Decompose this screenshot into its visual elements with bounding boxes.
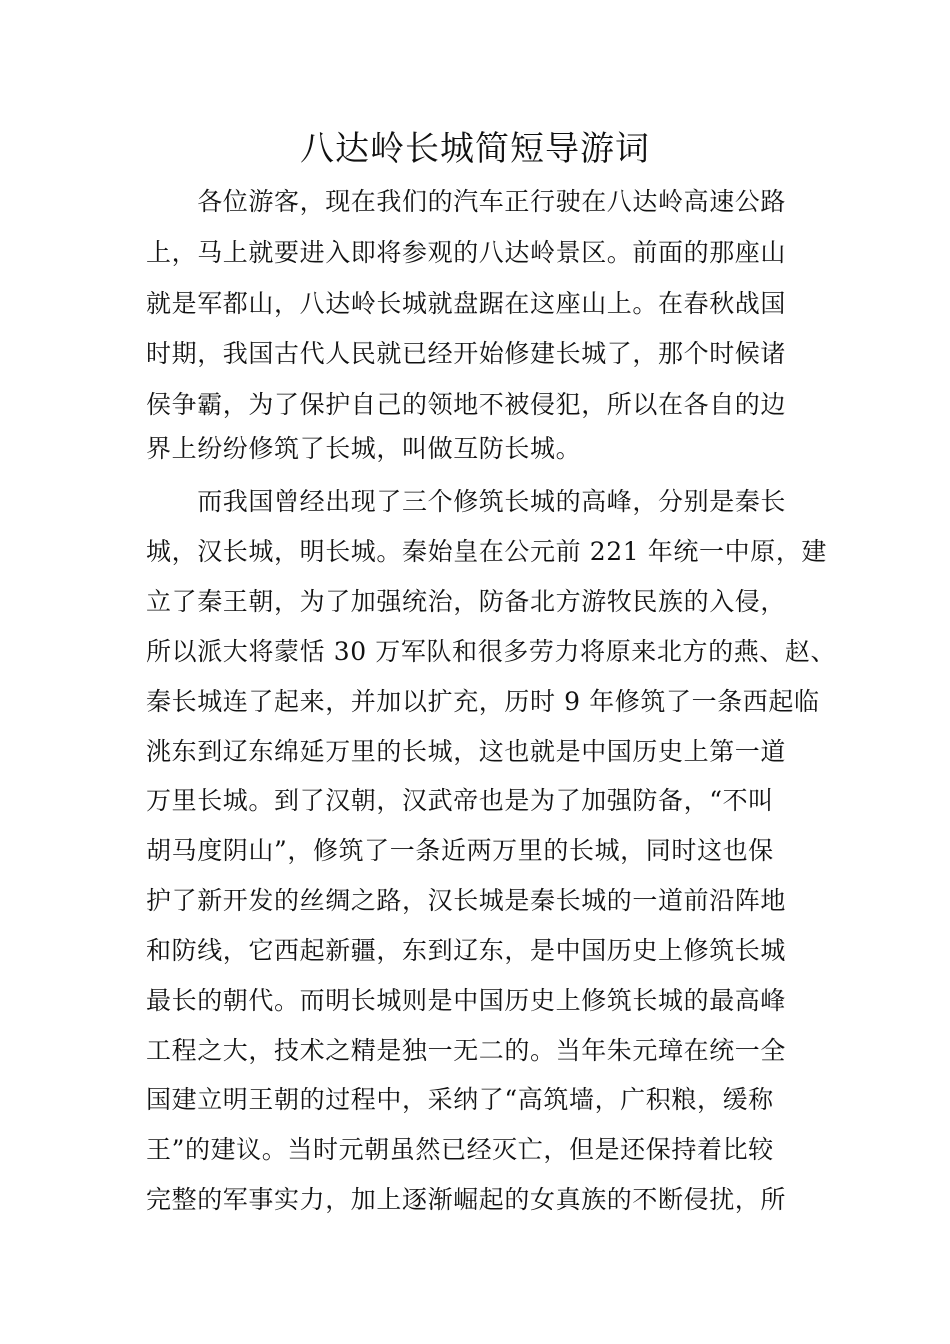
body-line: 胡马度阴山”，修筑了一条近两万里的长城，同时这也保 [146,836,774,865]
body-line: 就是军都山，八达岭长城就盘踞在这座山上。在春秋战国 [146,289,787,318]
body-line: 秦长城连了起来，并加以扩充，历时 9 年修筑了一条西起临 [146,687,820,716]
body-line: 完整的军事实力，加上逐渐崛起的女真族的不断侵扰，所 [146,1185,787,1214]
body-line: 城，汉长城，明长城。秦始皇在公元前 221 年统一中原，建 [146,537,828,566]
body-line: 而我国曾经出现了三个修筑长城的高峰，分别是秦长 [146,487,787,516]
body-line: 王”的建议。当时元朝虽然已经灭亡，但是还保持着比较 [146,1135,774,1164]
body-line: 各位游客，现在我们的汽车正行驶在八达岭高速公路 [146,187,787,216]
body-line: 护了新开发的丝绸之路，汉长城是秦长城的一道前沿阵地 [146,886,787,915]
body-line: 时期，我国古代人民就已经开始修建长城了，那个时候诸 [146,339,787,368]
body-line: 侯争霸，为了保护自己的领地不被侵犯，所以在各自的边 [146,390,787,419]
body-line: 最长的朝代。而明长城则是中国历史上修筑长城的最高峰 [146,986,787,1015]
body-line: 和防线，它西起新疆，东到辽东，是中国历史上修筑长城 [146,936,787,965]
body-line: 工程之大，技术之精是独一无二的。当年朱元璋在统一全 [146,1036,787,1065]
body-line: 万里长城。到了汉朝，汉武帝也是为了加强防备，“不叫 [146,786,774,815]
body-line: 上，马上就要进入即将参观的八达岭景区。前面的那座山 [146,238,787,267]
document-title: 八达岭长城简短导游词 [300,129,650,169]
body-line: 国建立明王朝的过程中，采纳了“高筑墙，广积粮，缓称 [146,1085,774,1114]
body-line: 洮东到辽东绵延万里的长城，这也就是中国历史上第一道 [146,737,787,766]
body-line: 所以派大将蒙恬 30 万军队和很多劳力将原来北方的燕、赵、 [146,637,837,666]
body-line: 立了秦王朝，为了加强统治，防备北方游牧民族的入侵， [146,587,787,616]
body-line: 界上纷纷修筑了长城，叫做互防长城。 [146,434,582,463]
